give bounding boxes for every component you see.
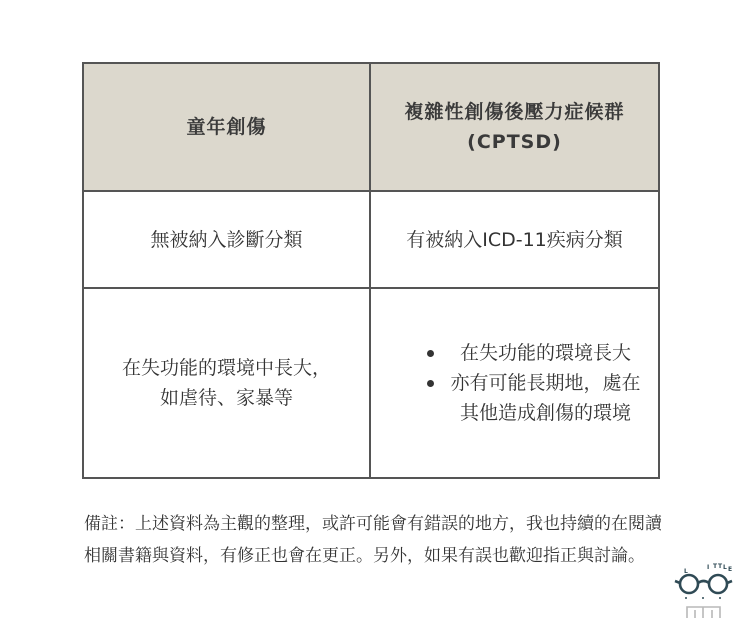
table-header-row — [83, 63, 659, 191]
logo-letter: I — [707, 564, 710, 571]
cell-row2-childhood-line1: 在失功能的環境中長大， — [121, 357, 331, 379]
cell-row2-childhood — [83, 288, 370, 478]
cell-row1-cptsd — [370, 191, 659, 288]
book-icon — [687, 607, 720, 618]
little-logo — [672, 560, 736, 620]
logo-dots — [685, 597, 721, 599]
bullet-item: 亦有可能長期地，處在其他造成創傷的環境 — [425, 368, 644, 428]
logo-letter: L — [684, 568, 688, 575]
logo-letter: L — [723, 564, 727, 571]
header-cptsd — [370, 63, 659, 191]
comparison-table — [82, 62, 660, 479]
header-childhood-trauma-text: 童年創傷 — [186, 116, 267, 138]
cell-row2-cptsd — [370, 288, 659, 478]
logo-letter: E — [728, 566, 733, 573]
bullet-item: 在失功能的環境長大 — [425, 338, 644, 368]
glasses-icon — [675, 575, 732, 593]
cell-row1-cptsd-text: 有被納入ICD-11疾病分類 — [406, 228, 623, 251]
table-row — [83, 288, 659, 478]
footnote: 備註：上述資料為主觀的整理，或許可能會有錯誤的地方，我也持續的在閱讀相關書籍與資料，有修正也會在更正。另外，如果有誤也歡迎指正與討論。 — [84, 514, 662, 566]
logo-letter: T — [718, 563, 723, 570]
cell-row1-childhood-text: 無被納入診斷分類 — [150, 228, 303, 251]
table-row — [83, 191, 659, 288]
header-cptsd-line1: 複雜性創傷後壓力症候群 — [404, 101, 625, 123]
logo-letter: T — [713, 563, 718, 570]
header-childhood-trauma — [83, 63, 370, 191]
cell-row2-childhood-line2: 如虐待、家暴等 — [159, 387, 293, 409]
cell-row1-childhood — [83, 191, 370, 288]
cptsd-bullet-list — [385, 338, 644, 428]
header-cptsd-line2: (CPTSD) — [467, 131, 562, 153]
